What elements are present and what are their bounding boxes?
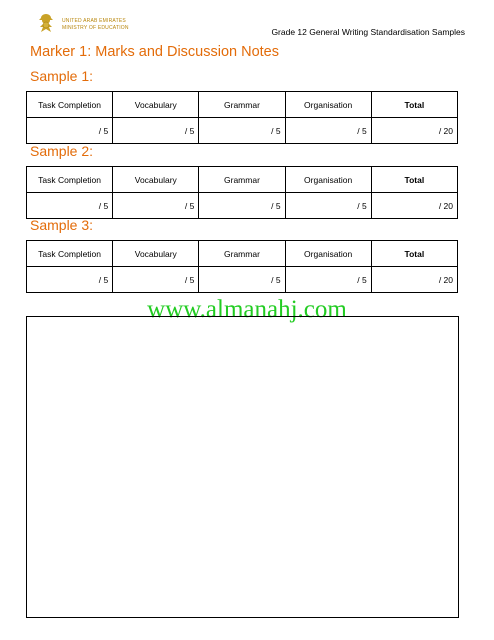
column-header-vocabulary: Vocabulary (113, 92, 199, 118)
score-cell-task-completion[interactable]: / 5 (27, 267, 113, 293)
sample-3-marks-table (26, 240, 458, 293)
sample-2-marks-table (26, 166, 458, 219)
score-cell-grammar[interactable]: / 5 (199, 118, 285, 144)
sample-3-heading: Sample 3: (30, 217, 94, 233)
table-row (27, 118, 458, 144)
page-title: Marker 1: Marks and Discussion Notes (30, 44, 279, 60)
watermark: www.almanahj.com (147, 296, 347, 323)
logo-text-country: UNITED ARAB EMIRATES (62, 18, 126, 24)
sample-1-marks-table (26, 91, 458, 144)
column-header-organisation: Organisation (285, 167, 371, 193)
table-header-row (27, 241, 458, 267)
column-header-total: Total (371, 92, 457, 118)
column-header-total: Total (371, 167, 457, 193)
column-header-vocabulary: Vocabulary (113, 241, 199, 267)
column-header-organisation: Organisation (285, 92, 371, 118)
table-row (27, 267, 458, 293)
column-header-vocabulary: Vocabulary (113, 167, 199, 193)
document-header: Grade 12 General Writing Standardisation Samples (271, 27, 465, 37)
score-cell-task-completion[interactable]: / 5 (27, 193, 113, 219)
logo-text-ministry: MINISTRY OF EDUCATION (62, 25, 129, 31)
column-header-total: Total (371, 241, 457, 267)
score-cell-total[interactable]: / 20 (371, 267, 457, 293)
score-cell-total[interactable]: / 20 (371, 193, 457, 219)
score-cell-organisation[interactable]: / 5 (285, 193, 371, 219)
column-header-grammar: Grammar (199, 92, 285, 118)
table-header-row (27, 167, 458, 193)
table-row (27, 193, 458, 219)
score-cell-grammar[interactable]: / 5 (199, 267, 285, 293)
sample-1-heading: Sample 1: (30, 68, 94, 84)
discussion-notes-box[interactable] (26, 316, 459, 618)
column-header-task-completion: Task Completion (27, 167, 113, 193)
ministry-logo (35, 12, 155, 36)
score-cell-vocabulary[interactable]: / 5 (113, 118, 199, 144)
score-cell-vocabulary[interactable]: / 5 (113, 193, 199, 219)
table-header-row (27, 92, 458, 118)
score-cell-total[interactable]: / 20 (371, 118, 457, 144)
column-header-grammar: Grammar (199, 241, 285, 267)
column-header-task-completion: Task Completion (27, 241, 113, 267)
score-cell-vocabulary[interactable]: / 5 (113, 267, 199, 293)
score-cell-organisation[interactable]: / 5 (285, 267, 371, 293)
score-cell-grammar[interactable]: / 5 (199, 193, 285, 219)
score-cell-task-completion[interactable]: / 5 (27, 118, 113, 144)
column-header-grammar: Grammar (199, 167, 285, 193)
falcon-emblem-icon (35, 12, 57, 36)
column-header-task-completion: Task Completion (27, 92, 113, 118)
score-cell-organisation[interactable]: / 5 (285, 118, 371, 144)
sample-2-heading: Sample 2: (30, 143, 94, 159)
column-header-organisation: Organisation (285, 241, 371, 267)
